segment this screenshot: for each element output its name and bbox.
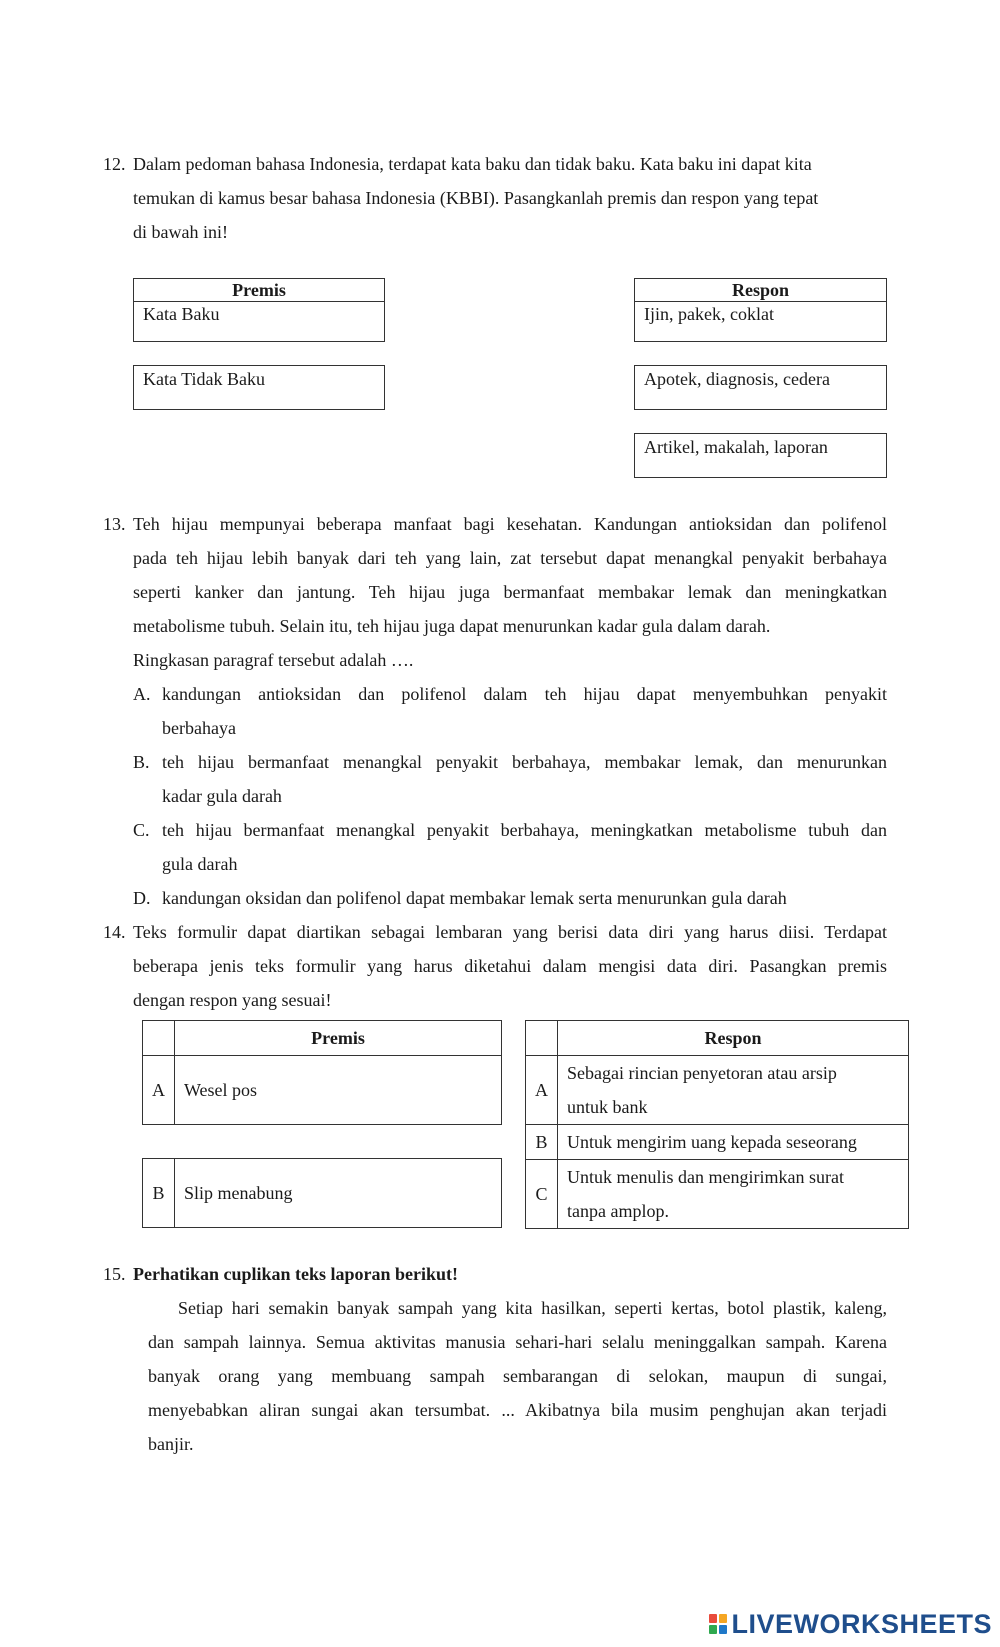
q12-respon-item: Artikel, makalah, laporan bbox=[644, 437, 828, 457]
q12-respon-box-3[interactable] bbox=[634, 433, 887, 478]
q14-respon-table bbox=[525, 1020, 909, 1229]
q14-respon-letter: B bbox=[526, 1125, 558, 1160]
q12-premis-item: Kata Baku bbox=[143, 304, 220, 324]
q12-text-line: Dalam pedoman bahasa Indonesia, terdapat kata baku dan tidak baku. Kata baku ini dapat kita bbox=[133, 154, 812, 174]
liveworksheets-logo[interactable] bbox=[709, 1606, 992, 1642]
q14-premis-text: Slip menabung bbox=[175, 1159, 502, 1228]
q13-text-line: pada teh hijau lebih banyak dari teh yang lain, zat tersebut dapat menangkal penyakit berbahaya bbox=[133, 548, 887, 568]
q15-text-line: Setiap hari semakin banyak sampah yang kita hasilkan, seperti kertas, botol plastik, kaleng, bbox=[178, 1298, 887, 1318]
q13-text-line: Ringkasan paragraf tersebut adalah …. bbox=[133, 650, 414, 670]
q14-respon-row-c[interactable] bbox=[526, 1160, 909, 1229]
q12-premis-box-1[interactable] bbox=[133, 278, 385, 342]
q13-option-b-cont: kadar gula darah bbox=[162, 786, 282, 806]
q13-option-a[interactable]: kandungan antioksidan dan polifenol dalam teh hijau dapat menyembuhkan penyakit bbox=[162, 684, 887, 704]
q13-option-d-letter: D. bbox=[133, 888, 151, 908]
q14-text-line: dengan respon yang sesuai! bbox=[133, 990, 332, 1010]
q14-respon-row-a[interactable] bbox=[526, 1056, 909, 1125]
q12-respon-box-1[interactable] bbox=[634, 278, 887, 342]
q15-text-line: banjir. bbox=[148, 1434, 194, 1454]
q14-premis-text: Wesel pos bbox=[175, 1056, 502, 1125]
q15-text-line: menyebabkan aliran sungai akan tersumbat. ... Akibatnya bila musim penghujan akan terjadi bbox=[148, 1400, 887, 1420]
q15-title: Perhatikan cuplikan teks laporan berikut! bbox=[133, 1264, 459, 1284]
q14-respon-letter: C bbox=[526, 1160, 558, 1229]
q15-number: 15. bbox=[103, 1264, 126, 1284]
q13-text-line: seperti kanker dan jantung. Teh hijau juga bermanfaat membakar lemak dan meningkatkan bbox=[133, 582, 887, 602]
q12-respon-item: Apotek, diagnosis, cedera bbox=[644, 369, 830, 389]
q13-option-a-cont: berbahaya bbox=[162, 718, 236, 738]
q14-respon-text: Untuk mengirim uang kepada seseorang bbox=[558, 1125, 909, 1160]
q14-premis-header: Premis bbox=[175, 1021, 502, 1056]
q14-premis-table-top bbox=[142, 1020, 502, 1125]
q12-premis-item: Kata Tidak Baku bbox=[143, 369, 266, 389]
q13-option-b[interactable]: teh hijau bermanfaat menangkal penyakit berbahaya, membakar lemak, dan menurunkan bbox=[162, 752, 887, 772]
logo-square bbox=[719, 1614, 727, 1623]
q14-respon-text: Sebagai rincian penyetoran atau arsip bbox=[567, 1063, 837, 1083]
logo-square bbox=[719, 1625, 727, 1634]
q14-premis-row-a[interactable] bbox=[143, 1056, 502, 1125]
q12-respon-item: Ijin, pakek, coklat bbox=[644, 304, 774, 324]
q13-text-line: Teh hijau mempunyai beberapa manfaat bagi kesehatan. Kandungan antioksidan dan polifenol bbox=[133, 514, 887, 534]
q14-respon-text-cont: tanpa amplop. bbox=[567, 1201, 669, 1221]
q14-text-line: Teks formulir dapat diartikan sebagai lembaran yang berisi data diri yang harus diisi. Terdapat bbox=[133, 922, 887, 942]
q13-text-line: metabolisme tubuh. Selain itu, teh hijau juga dapat menurunkan kadar gula dalam darah. bbox=[133, 616, 771, 636]
q12-premis-header: Premis bbox=[134, 279, 384, 302]
q13-option-c-letter: C. bbox=[133, 820, 150, 840]
q12-text-line: temukan di kamus besar bahasa Indonesia (KBBI). Pasangkanlah premis dan respon yang tepat bbox=[133, 188, 819, 208]
logo-square bbox=[709, 1625, 717, 1634]
q12-number: 12. bbox=[103, 154, 126, 174]
q12-respon-box-2[interactable] bbox=[634, 365, 887, 410]
q13-option-c[interactable]: teh hijau bermanfaat menangkal penyakit berbahaya, meningkatkan metabolisme tubuh dan bbox=[162, 820, 887, 840]
logo-text: LIVEWORKSHEETS bbox=[731, 1608, 992, 1639]
q15-text-line: dan sampah lainnya. Semua aktivitas manusia sehari-hari selalu meninggalkan sampah. Karena bbox=[148, 1332, 887, 1352]
q12-text-line: di bawah ini! bbox=[133, 222, 228, 242]
q14-premis-letter: B bbox=[143, 1159, 175, 1228]
q14-premis-table-bottom bbox=[142, 1158, 502, 1228]
q12-premis-box-2[interactable] bbox=[133, 365, 385, 410]
q14-text-line: beberapa jenis teks formulir yang harus diketahui dalam mengisi data diri. Pasangkan premis bbox=[133, 956, 887, 976]
q15-text-line: banyak orang yang membuang sampah sembarangan di selokan, maupun di sungai, bbox=[148, 1366, 887, 1386]
q13-option-c-cont: gula darah bbox=[162, 854, 238, 874]
q13-option-b-letter: B. bbox=[133, 752, 150, 772]
q14-respon-text: Untuk menulis dan mengirimkan surat bbox=[567, 1167, 844, 1187]
q13-number: 13. bbox=[103, 514, 126, 534]
logo-square bbox=[709, 1614, 717, 1623]
q14-premis-letter: A bbox=[143, 1056, 175, 1125]
q14-respon-header: Respon bbox=[558, 1021, 909, 1056]
q14-number: 14. bbox=[103, 922, 126, 942]
logo-grid-icon bbox=[709, 1614, 727, 1634]
q13-option-d[interactable]: kandungan oksidan dan polifenol dapat membakar lemak serta menurunkan gula darah bbox=[162, 888, 787, 908]
q14-premis-row-b[interactable] bbox=[143, 1159, 502, 1228]
q13-option-a-letter: A. bbox=[133, 684, 151, 704]
q12-respon-header: Respon bbox=[635, 279, 886, 302]
q14-respon-text-cont: untuk bank bbox=[567, 1097, 648, 1117]
q14-respon-letter: A bbox=[526, 1056, 558, 1125]
q14-respon-row-b[interactable] bbox=[526, 1125, 909, 1160]
